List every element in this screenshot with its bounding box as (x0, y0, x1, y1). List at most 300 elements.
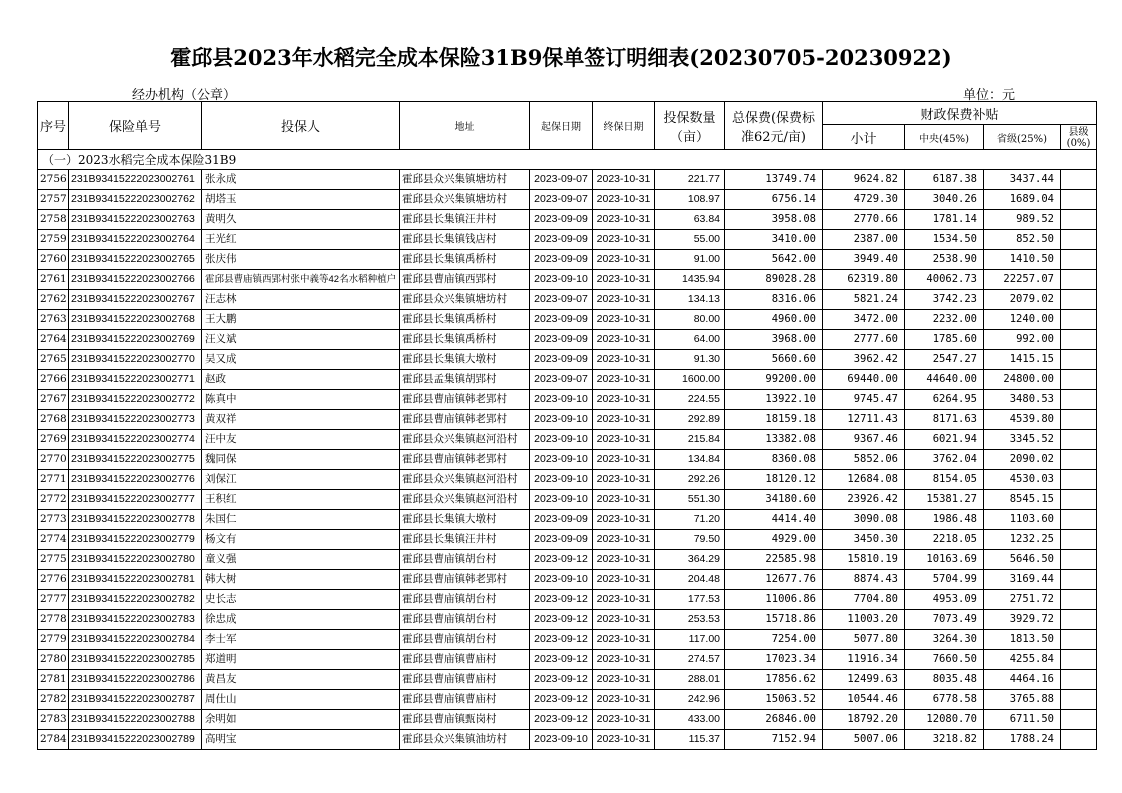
row-insured: 周仕山 (202, 690, 400, 710)
row-address: 霍邱县曹庙镇曹庙村 (400, 690, 530, 710)
row-premium: 13749.74 (725, 170, 823, 190)
row-end-date: 2023-10-31 (593, 310, 655, 330)
row-end-date: 2023-10-31 (593, 730, 655, 750)
row-insured: 童义强 (202, 550, 400, 570)
header-county: 县级(0%) (1061, 125, 1097, 150)
table-row (38, 570, 1097, 590)
row-central: 3264.30 (905, 630, 984, 650)
row-address: 霍邱县众兴集镇塘坊村 (400, 290, 530, 310)
row-subtotal: 3962.42 (823, 350, 905, 370)
row-subtotal: 5077.80 (823, 630, 905, 650)
row-county (1061, 550, 1097, 570)
row-policy-no: 231B93415222023002783 (69, 610, 202, 630)
row-central: 1781.14 (905, 210, 984, 230)
row-address: 霍邱县曹庙镇西郢村 (400, 270, 530, 290)
row-premium: 89028.28 (725, 270, 823, 290)
row-address: 霍邱县众兴集镇塘坊村 (400, 190, 530, 210)
policy-table (37, 101, 1097, 750)
row-county (1061, 650, 1097, 670)
row-end-date: 2023-10-31 (593, 670, 655, 690)
table-row (38, 430, 1097, 450)
row-end-date: 2023-10-31 (593, 470, 655, 490)
row-policy-no: 231B93415222023002765 (69, 250, 202, 270)
row-county (1061, 290, 1097, 310)
row-insured: 黄双祥 (202, 410, 400, 430)
row-central: 6021.94 (905, 430, 984, 450)
row-quantity: 71.20 (655, 510, 725, 530)
row-central: 1785.60 (905, 330, 984, 350)
row-provincial: 1788.24 (984, 730, 1061, 750)
table-row (38, 590, 1097, 610)
row-provincial: 2751.72 (984, 590, 1061, 610)
table-row (38, 370, 1097, 390)
row-end-date: 2023-10-31 (593, 450, 655, 470)
row-seq: 2767 (38, 390, 69, 410)
row-seq: 2771 (38, 470, 69, 490)
table-row (38, 550, 1097, 570)
row-premium: 7254.00 (725, 630, 823, 650)
row-county (1061, 330, 1097, 350)
row-central: 2218.05 (905, 530, 984, 550)
table-row (38, 710, 1097, 730)
row-seq: 2784 (38, 730, 69, 750)
row-seq: 2756 (38, 170, 69, 190)
header-premium (725, 102, 823, 150)
row-start-date: 2023-09-10 (530, 430, 593, 450)
row-policy-no: 231B93415222023002787 (69, 690, 202, 710)
row-end-date: 2023-10-31 (593, 650, 655, 670)
row-quantity: 253.53 (655, 610, 725, 630)
row-central: 1986.48 (905, 510, 984, 530)
row-premium: 3968.00 (725, 330, 823, 350)
row-central: 40062.73 (905, 270, 984, 290)
row-insured: 赵政 (202, 370, 400, 390)
row-insured: 李士军 (202, 630, 400, 650)
table-row (38, 610, 1097, 630)
row-provincial: 1689.04 (984, 190, 1061, 210)
row-county (1061, 270, 1097, 290)
row-seq: 2763 (38, 310, 69, 330)
row-insured: 史长志 (202, 590, 400, 610)
row-premium: 17856.62 (725, 670, 823, 690)
row-start-date: 2023-09-10 (530, 570, 593, 590)
row-central: 1534.50 (905, 230, 984, 250)
row-start-date: 2023-09-09 (530, 310, 593, 330)
row-start-date: 2023-09-10 (530, 390, 593, 410)
row-seq: 2764 (38, 330, 69, 350)
row-start-date: 2023-09-07 (530, 290, 593, 310)
row-provincial: 852.50 (984, 230, 1061, 250)
row-county (1061, 470, 1097, 490)
row-subtotal: 8874.43 (823, 570, 905, 590)
row-insured: 韩大树 (202, 570, 400, 590)
row-start-date: 2023-09-09 (530, 350, 593, 370)
row-county (1061, 250, 1097, 270)
row-start-date: 2023-09-12 (530, 650, 593, 670)
row-subtotal: 23926.42 (823, 490, 905, 510)
row-premium: 18159.18 (725, 410, 823, 430)
row-policy-no: 231B93415222023002779 (69, 530, 202, 550)
row-premium: 6756.14 (725, 190, 823, 210)
row-policy-no: 231B93415222023002763 (69, 210, 202, 230)
row-start-date: 2023-09-12 (530, 590, 593, 610)
row-seq: 2758 (38, 210, 69, 230)
table-row (38, 390, 1097, 410)
row-central: 5704.99 (905, 570, 984, 590)
row-provincial: 3765.88 (984, 690, 1061, 710)
row-quantity: 221.77 (655, 170, 725, 190)
row-premium: 18120.12 (725, 470, 823, 490)
row-seq: 2757 (38, 190, 69, 210)
row-premium: 7152.94 (725, 730, 823, 750)
row-insured: 杨文有 (202, 530, 400, 550)
row-premium: 15718.86 (725, 610, 823, 630)
row-start-date: 2023-09-10 (530, 730, 593, 750)
row-policy-no: 231B93415222023002788 (69, 710, 202, 730)
row-subtotal: 3472.00 (823, 310, 905, 330)
row-address: 霍邱县众兴集镇赵河沿村 (400, 430, 530, 450)
row-premium: 34180.60 (725, 490, 823, 510)
row-county (1061, 690, 1097, 710)
row-insured: 高明宝 (202, 730, 400, 750)
row-quantity: 551.30 (655, 490, 725, 510)
row-quantity: 55.00 (655, 230, 725, 250)
table-row (38, 690, 1097, 710)
row-central: 2547.27 (905, 350, 984, 370)
row-central: 3040.26 (905, 190, 984, 210)
header-end-date: 终保日期 (593, 102, 655, 150)
table-row (38, 410, 1097, 430)
row-end-date: 2023-10-31 (593, 370, 655, 390)
row-premium: 12677.76 (725, 570, 823, 590)
row-address: 霍邱县长集镇禹桥村 (400, 330, 530, 350)
row-insured: 黄明久 (202, 210, 400, 230)
table-row (38, 350, 1097, 370)
row-end-date: 2023-10-31 (593, 390, 655, 410)
row-address: 霍邱县长集镇大墩村 (400, 510, 530, 530)
row-central: 8154.05 (905, 470, 984, 490)
row-address: 霍邱县曹庙镇胡台村 (400, 590, 530, 610)
header-quantity-line2: （亩） (669, 129, 709, 145)
row-quantity: 64.00 (655, 330, 725, 350)
row-start-date: 2023-09-10 (530, 470, 593, 490)
row-start-date: 2023-09-07 (530, 170, 593, 190)
row-premium: 5642.00 (725, 250, 823, 270)
row-policy-no: 231B93415222023002778 (69, 510, 202, 530)
agency-label: 经办机构（公章） (132, 88, 237, 103)
row-quantity: 274.57 (655, 650, 725, 670)
row-provincial: 24800.00 (984, 370, 1061, 390)
row-insured: 王积红 (202, 490, 400, 510)
row-premium: 13382.08 (725, 430, 823, 450)
row-seq: 2768 (38, 410, 69, 430)
row-insured: 王大鹏 (202, 310, 400, 330)
row-quantity: 177.53 (655, 590, 725, 610)
row-address: 霍邱县曹庙镇韩老郢村 (400, 390, 530, 410)
row-start-date: 2023-09-10 (530, 410, 593, 430)
row-provincial: 4530.03 (984, 470, 1061, 490)
row-address: 霍邱县曹庙镇曹庙村 (400, 670, 530, 690)
row-quantity: 224.55 (655, 390, 725, 410)
row-subtotal: 69440.00 (823, 370, 905, 390)
row-insured: 汪志林 (202, 290, 400, 310)
row-county (1061, 210, 1097, 230)
row-quantity: 242.96 (655, 690, 725, 710)
row-start-date: 2023-09-12 (530, 550, 593, 570)
row-seq: 2774 (38, 530, 69, 550)
row-central: 6187.38 (905, 170, 984, 190)
row-start-date: 2023-09-12 (530, 670, 593, 690)
row-address: 霍邱县曹庙镇胡台村 (400, 550, 530, 570)
row-subtotal: 2777.60 (823, 330, 905, 350)
row-quantity: 1435.94 (655, 270, 725, 290)
row-quantity: 80.00 (655, 310, 725, 330)
row-seq: 2765 (38, 350, 69, 370)
table-row (38, 250, 1097, 270)
row-quantity: 215.84 (655, 430, 725, 450)
row-provincial: 3437.44 (984, 170, 1061, 190)
row-central: 44640.00 (905, 370, 984, 390)
header-seq: 序号 (38, 102, 69, 150)
row-start-date: 2023-09-10 (530, 450, 593, 470)
row-end-date: 2023-10-31 (593, 270, 655, 290)
row-provincial: 3929.72 (984, 610, 1061, 630)
row-premium: 15063.52 (725, 690, 823, 710)
row-seq: 2769 (38, 430, 69, 450)
row-address: 霍邱县长集镇禹桥村 (400, 310, 530, 330)
row-premium: 17023.34 (725, 650, 823, 670)
row-county (1061, 610, 1097, 630)
row-end-date: 2023-10-31 (593, 630, 655, 650)
row-provincial: 3480.53 (984, 390, 1061, 410)
row-subtotal: 11916.34 (823, 650, 905, 670)
header-policy-no: 保险单号 (69, 102, 202, 150)
row-address: 霍邱县曹庙镇胡台村 (400, 630, 530, 650)
row-address: 霍邱县长集镇汪井村 (400, 210, 530, 230)
row-address: 霍邱县长集镇禹桥村 (400, 250, 530, 270)
row-premium: 13922.10 (725, 390, 823, 410)
row-seq: 2777 (38, 590, 69, 610)
unit-label: 单位：元 (963, 88, 1016, 103)
row-premium: 4414.40 (725, 510, 823, 530)
row-policy-no: 231B93415222023002780 (69, 550, 202, 570)
table-body (38, 170, 1097, 750)
row-subtotal: 15810.19 (823, 550, 905, 570)
row-subtotal: 10544.46 (823, 690, 905, 710)
row-central: 3742.23 (905, 290, 984, 310)
row-start-date: 2023-09-07 (530, 190, 593, 210)
row-quantity: 108.97 (655, 190, 725, 210)
table-row (38, 290, 1097, 310)
row-start-date: 2023-09-09 (530, 530, 593, 550)
row-subtotal: 12711.43 (823, 410, 905, 430)
table-row (38, 490, 1097, 510)
row-provincial: 4539.80 (984, 410, 1061, 430)
row-subtotal: 3949.40 (823, 250, 905, 270)
row-seq: 2759 (38, 230, 69, 250)
row-policy-no: 231B93415222023002789 (69, 730, 202, 750)
table-row (38, 310, 1097, 330)
row-end-date: 2023-10-31 (593, 350, 655, 370)
row-central: 7660.50 (905, 650, 984, 670)
row-insured: 王光红 (202, 230, 400, 250)
row-premium: 4960.00 (725, 310, 823, 330)
table-row (38, 650, 1097, 670)
row-subtotal: 18792.20 (823, 710, 905, 730)
row-county (1061, 730, 1097, 750)
row-start-date: 2023-09-10 (530, 270, 593, 290)
row-start-date: 2023-09-10 (530, 490, 593, 510)
row-policy-no: 231B93415222023002777 (69, 490, 202, 510)
row-county (1061, 410, 1097, 430)
row-provincial: 2079.02 (984, 290, 1061, 310)
row-insured: 霍邱县曹庙镇西郢村张中義等42名水稻种植户 (202, 270, 400, 290)
row-start-date: 2023-09-09 (530, 250, 593, 270)
row-central: 2538.90 (905, 250, 984, 270)
row-insured: 陈真中 (202, 390, 400, 410)
row-subtotal: 2387.00 (823, 230, 905, 250)
row-seq: 2766 (38, 370, 69, 390)
table-row (38, 630, 1097, 650)
row-subtotal: 12499.63 (823, 670, 905, 690)
row-central: 10163.69 (905, 550, 984, 570)
row-end-date: 2023-10-31 (593, 230, 655, 250)
row-policy-no: 231B93415222023002761 (69, 170, 202, 190)
row-insured: 张永成 (202, 170, 400, 190)
row-central: 6264.95 (905, 390, 984, 410)
row-premium: 22585.98 (725, 550, 823, 570)
row-provincial: 4255.84 (984, 650, 1061, 670)
row-subtotal: 9745.47 (823, 390, 905, 410)
header-subtotal: 小计 (823, 125, 905, 150)
row-start-date: 2023-09-09 (530, 210, 593, 230)
row-insured: 胡塔玉 (202, 190, 400, 210)
row-subtotal: 9367.46 (823, 430, 905, 450)
row-quantity: 79.50 (655, 530, 725, 550)
row-quantity: 91.30 (655, 350, 725, 370)
row-provincial: 22257.07 (984, 270, 1061, 290)
row-quantity: 134.13 (655, 290, 725, 310)
row-quantity: 115.37 (655, 730, 725, 750)
row-address: 霍邱县曹庙镇甄岗村 (400, 710, 530, 730)
table-row (38, 330, 1097, 350)
row-county (1061, 450, 1097, 470)
row-provincial: 6711.50 (984, 710, 1061, 730)
row-seq: 2761 (38, 270, 69, 290)
row-address: 霍邱县众兴集镇赵河沿村 (400, 490, 530, 510)
row-subtotal: 62319.80 (823, 270, 905, 290)
row-seq: 2780 (38, 650, 69, 670)
table-row (38, 170, 1097, 190)
row-subtotal: 5007.06 (823, 730, 905, 750)
row-policy-no: 231B93415222023002762 (69, 190, 202, 210)
row-central: 2232.00 (905, 310, 984, 330)
row-county (1061, 530, 1097, 550)
row-insured: 郑道明 (202, 650, 400, 670)
row-quantity: 1600.00 (655, 370, 725, 390)
row-start-date: 2023-09-07 (530, 370, 593, 390)
row-end-date: 2023-10-31 (593, 550, 655, 570)
row-central: 8171.63 (905, 410, 984, 430)
row-policy-no: 231B93415222023002782 (69, 590, 202, 610)
table-row (38, 470, 1097, 490)
row-insured: 黄昌友 (202, 670, 400, 690)
table-row (38, 530, 1097, 550)
table-row (38, 190, 1097, 210)
row-provincial: 989.52 (984, 210, 1061, 230)
row-subtotal: 11003.20 (823, 610, 905, 630)
row-seq: 2773 (38, 510, 69, 530)
header-premium-line1: 总保费(保费标 (731, 110, 816, 126)
row-end-date: 2023-10-31 (593, 210, 655, 230)
table-row (38, 270, 1097, 290)
row-central: 3218.82 (905, 730, 984, 750)
row-seq: 2781 (38, 670, 69, 690)
row-subtotal: 5852.06 (823, 450, 905, 470)
row-county (1061, 170, 1097, 190)
row-insured: 刘保江 (202, 470, 400, 490)
row-premium: 11006.86 (725, 590, 823, 610)
row-provincial: 1240.00 (984, 310, 1061, 330)
header-premium-line2: 准62元/亩) (741, 129, 806, 145)
row-seq: 2772 (38, 490, 69, 510)
header-quantity (655, 102, 725, 150)
table-row (38, 670, 1097, 690)
row-policy-no: 231B93415222023002786 (69, 670, 202, 690)
header-subsidy: 财政保费补贴 (823, 102, 1097, 125)
row-quantity: 364.29 (655, 550, 725, 570)
row-subtotal: 9624.82 (823, 170, 905, 190)
row-central: 3762.04 (905, 450, 984, 470)
row-quantity: 63.84 (655, 210, 725, 230)
row-provincial: 1813.50 (984, 630, 1061, 650)
row-policy-no: 231B93415222023002774 (69, 430, 202, 450)
row-provincial: 1415.15 (984, 350, 1061, 370)
row-premium: 99200.00 (725, 370, 823, 390)
row-premium: 26846.00 (725, 710, 823, 730)
row-end-date: 2023-10-31 (593, 170, 655, 190)
row-provincial: 3169.44 (984, 570, 1061, 590)
row-end-date: 2023-10-31 (593, 190, 655, 210)
row-address: 霍邱县孟集镇胡郢村 (400, 370, 530, 390)
row-county (1061, 350, 1097, 370)
row-quantity: 134.84 (655, 450, 725, 470)
row-provincial: 4464.16 (984, 670, 1061, 690)
row-subtotal: 7704.80 (823, 590, 905, 610)
row-policy-no: 231B93415222023002771 (69, 370, 202, 390)
page-title: 霍邱县2023年水稻完全成本保险31B9保单签订明细表(20230705-20230922) (170, 45, 952, 70)
row-end-date: 2023-10-31 (593, 610, 655, 630)
row-start-date: 2023-09-12 (530, 610, 593, 630)
row-seq: 2775 (38, 550, 69, 570)
row-end-date: 2023-10-31 (593, 410, 655, 430)
row-central: 8035.48 (905, 670, 984, 690)
table-row (38, 450, 1097, 470)
table-row (38, 210, 1097, 230)
row-seq: 2779 (38, 630, 69, 650)
row-insured: 汪义斌 (202, 330, 400, 350)
row-provincial: 8545.15 (984, 490, 1061, 510)
row-end-date: 2023-10-31 (593, 250, 655, 270)
row-policy-no: 231B93415222023002766 (69, 270, 202, 290)
row-seq: 2783 (38, 710, 69, 730)
row-premium: 3958.08 (725, 210, 823, 230)
row-address: 霍邱县曹庙镇韩老郢村 (400, 570, 530, 590)
row-county (1061, 510, 1097, 530)
row-county (1061, 390, 1097, 410)
row-insured: 徐忠成 (202, 610, 400, 630)
row-start-date: 2023-09-12 (530, 710, 593, 730)
